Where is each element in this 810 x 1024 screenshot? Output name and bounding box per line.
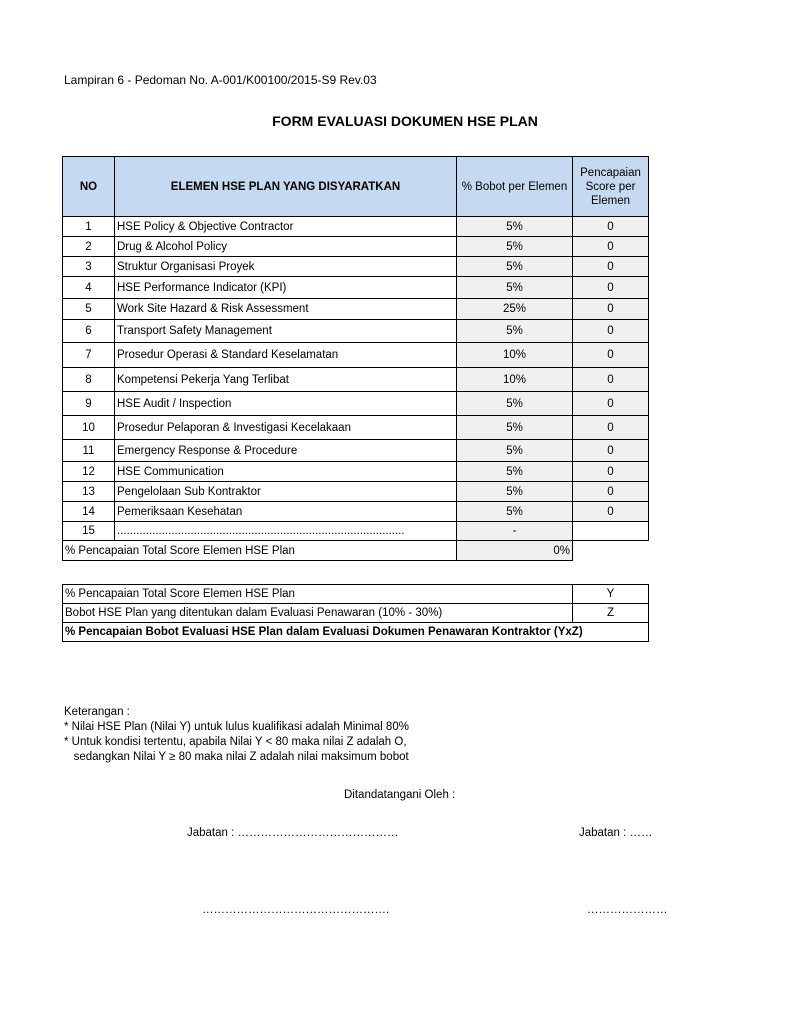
summary-row: [63, 623, 649, 642]
row-score: 0: [573, 217, 649, 237]
summary-row: [63, 604, 649, 623]
row-score: 0: [573, 462, 649, 482]
row-score: 0: [573, 502, 649, 522]
row-weight: 10%: [457, 343, 573, 368]
jabatan-right: Jabatan : ……: [579, 827, 653, 839]
summary-label: Bobot HSE Plan yang ditentukan dalam Evaluasi Penawaran (10% - 30%): [63, 604, 573, 623]
table-row: [63, 299, 649, 320]
row-weight: 5%: [457, 237, 573, 257]
table-row: [63, 343, 649, 368]
row-element: Pengelolaan Sub Kontraktor: [115, 482, 457, 502]
row-number: 8: [63, 368, 115, 392]
row-weight: 5%: [457, 320, 573, 343]
table-row: [63, 482, 649, 502]
table-row: [63, 217, 649, 237]
table-row: [63, 237, 649, 257]
row-number: 12: [63, 462, 115, 482]
row-score: 0: [573, 392, 649, 416]
row-number: 7: [63, 343, 115, 368]
total-blank: [573, 541, 649, 561]
row-score: 0: [573, 482, 649, 502]
row-score: 0: [573, 257, 649, 277]
header-weight-label: % Bobot per Elemen: [461, 180, 568, 193]
row-score: 0: [573, 416, 649, 440]
table-row: [63, 502, 649, 522]
jabatan-left: Jabatan : ……………………………………: [187, 827, 399, 839]
row-element: HSE Communication: [115, 462, 457, 482]
row-weight: 5%: [457, 277, 573, 299]
table-row: [63, 320, 649, 343]
row-element: Pemeriksaan Kesehatan: [115, 502, 457, 522]
row-element: HSE Audit / Inspection: [115, 392, 457, 416]
header-weight: [457, 157, 573, 217]
page-title: FORM EVALUASI DOKUMEN HSE PLAN: [272, 113, 538, 129]
row-score: 0: [573, 299, 649, 320]
row-weight: 5%: [457, 462, 573, 482]
summary-value: Z: [573, 604, 649, 623]
row-element: Transport Safety Management: [115, 320, 457, 343]
row-number: 10: [63, 416, 115, 440]
row-weight: 5%: [457, 217, 573, 237]
summary-row: [63, 585, 649, 604]
row-number: 6: [63, 320, 115, 343]
row-element: HSE Policy & Objective Contractor: [115, 217, 457, 237]
row-weight: 10%: [457, 368, 573, 392]
header-element: ELEMEN HSE PLAN YANG DISYARATKAN: [115, 157, 457, 217]
row-weight: 5%: [457, 482, 573, 502]
table-row: [63, 368, 649, 392]
row-weight: 5%: [457, 257, 573, 277]
row-weight: 5%: [457, 416, 573, 440]
notes: [64, 705, 409, 765]
signature-line-right: …………………: [587, 904, 668, 916]
row-weight: 25%: [457, 299, 573, 320]
summary-label: % Pencapaian Bobot Evaluasi HSE Plan dalam Evaluasi Dokumen Penawaran Kontraktor (YxZ): [63, 623, 649, 642]
row-score: [573, 522, 649, 541]
row-weight: -: [457, 522, 573, 541]
row-weight: 5%: [457, 502, 573, 522]
row-score: 0: [573, 277, 649, 299]
total-value: 0%: [457, 541, 573, 561]
row-number: 14: [63, 502, 115, 522]
row-score: 0: [573, 320, 649, 343]
evaluation-table: [62, 156, 649, 561]
row-element: Drug & Alcohol Policy: [115, 237, 457, 257]
row-number: 3: [63, 257, 115, 277]
row-number: 4: [63, 277, 115, 299]
row-element: Emergency Response & Procedure: [115, 440, 457, 462]
total-label: % Pencapaian Total Score Elemen HSE Plan: [63, 541, 457, 561]
notes-line: * Untuk kondisi tertentu, apabila Nilai Y < 80 maka nilai Z adalah O,: [64, 736, 407, 748]
header-score: [573, 157, 649, 217]
row-number: 5: [63, 299, 115, 320]
row-element: Prosedur Pelaporan & Investigasi Kecelakaan: [115, 416, 457, 440]
signature-line-left: ………………………………………….: [202, 904, 390, 916]
table-row: [63, 462, 649, 482]
row-weight: 5%: [457, 392, 573, 416]
row-number: 1: [63, 217, 115, 237]
row-score: 0: [573, 368, 649, 392]
summary-table: [62, 584, 649, 642]
row-number: 11: [63, 440, 115, 462]
table-row: [63, 277, 649, 299]
row-element: Work Site Hazard & Risk Assessment: [115, 299, 457, 320]
notes-line: * Nilai HSE Plan (Nilai Y) untuk lulus kualifikasi adalah Minimal 80%: [64, 721, 409, 733]
row-element: Struktur Organisasi Proyek: [115, 257, 457, 277]
row-number: 2: [63, 237, 115, 257]
row-score: 0: [573, 237, 649, 257]
signed-by-label: Ditandatangani Oleh :: [344, 789, 456, 801]
summary-label: % Pencapaian Total Score Elemen HSE Plan: [63, 585, 573, 604]
row-element: Prosedur Operasi & Standard Keselamatan: [115, 343, 457, 368]
row-weight: 5%: [457, 440, 573, 462]
table-row: [63, 416, 649, 440]
header-score-label: Pencapaian Score per Elemen: [580, 166, 641, 207]
row-number: 9: [63, 392, 115, 416]
row-element: HSE Performance Indicator (KPI): [115, 277, 457, 299]
table-row: [63, 257, 649, 277]
table-row: [63, 392, 649, 416]
notes-line: sedangkan Nilai Y ≥ 80 maka nilai Z adalah nilai maksimum bobot: [64, 751, 409, 763]
row-element: ..........................................................................................: [115, 522, 457, 541]
row-element: Kompetensi Pekerja Yang Terlibat: [115, 368, 457, 392]
row-score: 0: [573, 343, 649, 368]
table-row: [63, 440, 649, 462]
table-row: [63, 522, 649, 541]
notes-heading: Keterangan :: [64, 706, 130, 718]
row-number: 13: [63, 482, 115, 502]
row-number: 15: [63, 522, 115, 541]
total-row: [63, 541, 649, 561]
header-no: NO: [63, 157, 115, 217]
row-score: 0: [573, 440, 649, 462]
document-reference: Lampiran 6 - Pedoman No. A-001/K00100/2015-S9 Rev.03: [64, 73, 377, 87]
summary-value: Y: [573, 585, 649, 604]
